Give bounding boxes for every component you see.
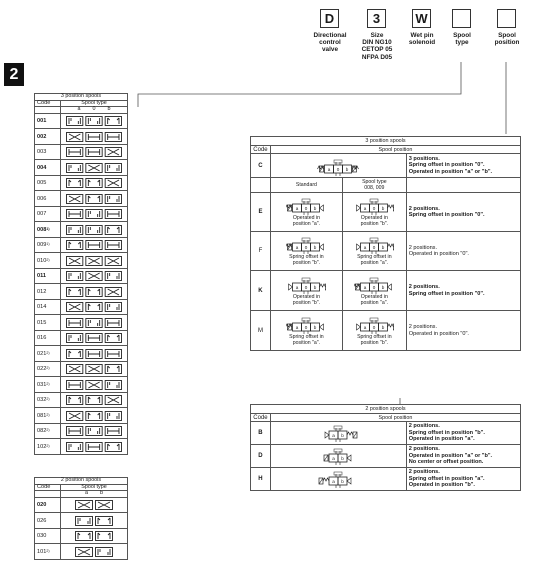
spool-code-text: 015 — [37, 319, 47, 326]
spool-code-text: 005 — [37, 180, 47, 187]
position-labels: a 0 b — [61, 107, 128, 114]
footnote-mark: 1) — [46, 226, 50, 231]
valve-symbol-cell — [270, 154, 406, 178]
spool-type-symbol — [61, 330, 128, 346]
spool-row — [35, 528, 128, 544]
spool-code-text: 081 — [37, 412, 47, 419]
standard-symbol-cell: a 0 b Spring offset in position "a". — [270, 311, 342, 351]
symbol-part — [388, 244, 394, 247]
symbol-part: a — [364, 205, 367, 211]
spool-code — [35, 268, 61, 284]
spool-row — [35, 361, 128, 377]
spool-code-text: 021 — [37, 350, 47, 357]
spool-row — [35, 377, 128, 393]
footnote-mark: 2) — [46, 412, 50, 417]
spool-type-symbol — [61, 377, 128, 393]
symbol-part — [370, 278, 378, 281]
symbol-part: 0 — [305, 324, 308, 330]
symbol-part — [370, 238, 378, 241]
valve-symbol — [286, 316, 326, 334]
spool-code-text: 102 — [37, 443, 47, 450]
valve-symbol — [286, 197, 326, 215]
footnote-mark: 2) — [46, 428, 50, 433]
spool-symbol — [74, 499, 114, 511]
symbol-part: 0 — [305, 284, 308, 290]
spool-type-symbol — [61, 346, 128, 362]
spool-type-symbol — [61, 423, 128, 439]
symbol-part: a — [296, 324, 299, 330]
spool-row — [35, 129, 128, 145]
symbol-part — [320, 244, 324, 250]
spool-type-symbol — [61, 268, 128, 284]
symbol-part — [354, 284, 360, 287]
spool-code-text: 101 — [37, 548, 47, 555]
standard-symbol-cell: a 0 b Operated in position "a". — [270, 193, 342, 232]
three-position-spool-position-table — [250, 136, 521, 351]
spool-type-symbol — [61, 206, 128, 222]
spool-symbol — [65, 394, 123, 406]
symbol-part: 0 — [373, 244, 376, 250]
table-caption: 3 position spools — [35, 94, 128, 101]
symbol-part: a — [332, 478, 336, 484]
spool-code — [35, 284, 61, 300]
symbol-part — [286, 205, 292, 208]
symbol-part — [357, 205, 361, 211]
table-caption: 3 position spools — [251, 137, 521, 146]
symbol-part: a — [332, 455, 336, 461]
spool-symbol — [65, 193, 123, 205]
table-caption: 2 position spools — [35, 478, 128, 485]
spool-code — [35, 330, 61, 346]
symbol-part: a — [364, 244, 367, 250]
spool-code — [35, 299, 61, 315]
footnote-mark: 2) — [46, 257, 50, 262]
symbol-part: b — [341, 432, 345, 438]
sub-header-spool-type: Spool type 008, 009 — [342, 178, 406, 193]
code-label-design: Directional control valve — [313, 32, 347, 54]
symbol-part: a — [296, 284, 299, 290]
spool-row — [35, 408, 128, 424]
spool-row — [35, 513, 128, 529]
spool-row — [35, 439, 128, 455]
symbol-part — [388, 205, 394, 208]
spool-type-symbol — [61, 439, 128, 455]
spool-row — [35, 284, 128, 300]
valve-symbol — [315, 447, 361, 465]
code-label-solenoid: Wet pin solenoid — [408, 32, 436, 47]
spool-code — [35, 253, 61, 269]
symbol-part — [302, 199, 310, 202]
spool-code — [35, 377, 61, 393]
position-code: F — [251, 232, 271, 271]
spool-symbol — [65, 317, 123, 329]
spool-code-text: 012 — [37, 288, 47, 295]
col-header-code: Code — [35, 484, 61, 491]
standard-symbol-cell: a 0 b Spring offset in position "b". — [270, 232, 342, 271]
symbol-part: a — [364, 324, 367, 330]
spool-symbol — [65, 255, 123, 267]
spool-code-text: 016 — [37, 335, 47, 342]
spool-type-symbol — [61, 237, 128, 253]
alt-symbol-cell: a 0 b Operated in position "b". — [342, 193, 406, 232]
spool-code-text: 004 — [37, 164, 47, 171]
spool-row — [35, 237, 128, 253]
spool-code — [35, 113, 61, 129]
section-number: 2 — [4, 63, 24, 86]
spool-code — [35, 423, 61, 439]
spool-symbol — [74, 515, 114, 527]
spool-code-text: 020 — [37, 502, 47, 509]
alt-symbol-cell: a 0 b Operated in position "a". — [342, 271, 406, 311]
symbol-part: b — [382, 244, 385, 250]
sub-header-standard: Standard — [270, 178, 342, 193]
spool-type-symbol — [61, 299, 128, 315]
spool-code — [35, 361, 61, 377]
symbol-part — [320, 205, 324, 211]
spool-type-symbol — [61, 191, 128, 207]
spool-code-text: 032 — [37, 397, 47, 404]
valve-symbol — [354, 197, 394, 215]
position-code: B — [251, 422, 271, 445]
spool-code-text: 006 — [37, 195, 47, 202]
spool-type-symbol — [61, 408, 128, 424]
code-box-spool-type — [452, 9, 471, 28]
spool-row — [35, 160, 128, 176]
symbol-part — [286, 244, 292, 247]
position-description: 2 positions. Operated in position "0". — [406, 232, 520, 271]
spool-code — [35, 237, 61, 253]
spool-code — [35, 129, 61, 145]
spool-code — [35, 315, 61, 331]
symbol-part: 0 — [373, 284, 376, 290]
spool-row — [35, 392, 128, 408]
symbol-part: a — [296, 244, 299, 250]
spool-symbol — [65, 348, 123, 360]
spool-code-text: 009 — [37, 242, 47, 249]
code-box-spool-position — [497, 9, 516, 28]
spool-symbol — [65, 162, 123, 174]
position-description: 2 positions. Spring offset in position "0". — [406, 193, 520, 232]
footnote-mark: 2) — [46, 548, 50, 553]
spool-type-symbol — [61, 253, 128, 269]
symbol-part — [353, 432, 357, 438]
spool-row — [35, 315, 128, 331]
symbol-part: b — [382, 205, 385, 211]
valve-symbol — [354, 236, 394, 254]
spool-symbol — [74, 546, 114, 558]
spool-code — [35, 191, 61, 207]
spool-code-text: 001 — [37, 118, 47, 125]
spool-type-symbol — [61, 497, 128, 513]
position-code: E — [251, 193, 271, 232]
spool-symbol — [65, 131, 123, 143]
symbol-part — [370, 199, 378, 202]
col-header-code: Code — [251, 414, 271, 422]
valve-symbol — [286, 236, 326, 254]
symbol-part: 0 — [337, 166, 340, 172]
symbol-part — [347, 432, 353, 435]
spool-code — [35, 439, 61, 455]
col-header-spool-position: Spool position — [270, 146, 520, 154]
spool-code — [35, 346, 61, 362]
spool-code — [35, 408, 61, 424]
symbol-part — [334, 449, 342, 452]
spool-symbol — [74, 530, 114, 542]
col-header-code: Code — [251, 146, 271, 154]
symbol-part: a — [328, 166, 331, 172]
valve-symbol — [315, 424, 361, 442]
valve-symbol-cell — [270, 445, 406, 468]
spool-row — [35, 346, 128, 362]
spool-type-symbol — [61, 315, 128, 331]
spool-row — [35, 175, 128, 191]
position-code: D — [251, 445, 271, 468]
symbol-part — [289, 284, 293, 290]
spool-symbol — [65, 410, 123, 422]
symbol-part: 0 — [305, 244, 308, 250]
valve-symbol — [315, 470, 361, 488]
col-header-code: Code — [35, 100, 61, 107]
spool-symbol — [65, 208, 123, 220]
symbol-part: b — [314, 205, 317, 211]
symbol-part — [319, 478, 323, 484]
spool-type-symbol — [61, 544, 128, 560]
two-position-spool-position-table — [250, 404, 521, 491]
valve-symbol — [306, 156, 370, 176]
table-caption: 2 position spools — [251, 405, 521, 414]
spool-row — [35, 268, 128, 284]
symbol-part: 0 — [373, 324, 376, 330]
spool-row — [35, 113, 128, 129]
spool-symbol — [65, 224, 123, 236]
symbol-part — [320, 324, 324, 330]
spool-code — [35, 392, 61, 408]
footnote-mark: 1) — [46, 242, 50, 247]
spool-type-symbol — [61, 175, 128, 191]
spool-code-text: 007 — [37, 211, 47, 218]
spool-code — [35, 175, 61, 191]
symbol-part — [347, 455, 351, 461]
valve-symbol — [286, 276, 326, 294]
symbol-part — [370, 318, 378, 321]
valve-symbol-cell — [270, 468, 406, 491]
spool-code — [35, 222, 61, 238]
position-description: 2 positions. Operated in position "a" or "b". No center or offset position. — [406, 445, 520, 468]
spool-code-text: 026 — [37, 517, 47, 524]
code-label-spool-position: Spool position — [494, 32, 520, 47]
footnote-mark: 2) — [46, 443, 50, 448]
spool-row — [35, 191, 128, 207]
spool-type-symbol — [61, 528, 128, 544]
spool-symbol — [65, 286, 123, 298]
symbol-part: b — [382, 284, 385, 290]
code-box-design: D — [320, 9, 339, 28]
symbol-part: b — [382, 324, 385, 330]
symbol-part — [325, 432, 329, 438]
spool-symbol — [65, 425, 123, 437]
symbol-part — [318, 166, 324, 169]
spool-type-symbol — [61, 361, 128, 377]
spool-symbol — [65, 379, 123, 391]
footnote-mark: 2) — [46, 350, 50, 355]
spool-symbol — [65, 239, 123, 251]
spool-type-symbol — [61, 144, 128, 160]
spool-type-symbol — [61, 222, 128, 238]
symbol-part: 0 — [373, 205, 376, 211]
spool-row — [35, 497, 128, 513]
symbol-part — [302, 278, 310, 281]
symbol-part: b — [314, 284, 317, 290]
spool-code-text: 031 — [37, 381, 47, 388]
symbol-part: 0 — [305, 205, 308, 211]
spool-symbol — [65, 363, 123, 375]
spool-code-text: 010 — [37, 257, 47, 264]
symbol-part — [357, 324, 361, 330]
col-header-spool-type: Spool type — [61, 484, 128, 491]
spool-code-text: 014 — [37, 304, 47, 311]
symbol-part — [302, 238, 310, 241]
spool-code — [35, 544, 61, 560]
symbol-part — [286, 324, 292, 327]
symbol-part — [388, 284, 392, 290]
standard-symbol-cell: a 0 b Operated in position "b". — [270, 271, 342, 311]
alt-symbol-cell: a 0 b Spring offset in position "a". — [342, 232, 406, 271]
footnote-mark: 2) — [46, 366, 50, 371]
symbol-part: a — [296, 205, 299, 211]
position-description: 2 positions. Spring offset in position "b". Operated in position "a". — [406, 422, 520, 445]
code-label-size: Size DIN NG10 CETOP 05 NFPA D05 — [361, 32, 393, 61]
spool-symbol — [65, 332, 123, 344]
position-code: H — [251, 468, 271, 491]
spool-row — [35, 423, 128, 439]
symbol-part — [334, 472, 342, 475]
spool-code — [35, 144, 61, 160]
footnote-mark: 2) — [46, 397, 50, 402]
symbol-part — [388, 324, 394, 327]
spool-code — [35, 497, 61, 513]
symbol-part: b — [341, 455, 345, 461]
spool-type-symbol — [61, 113, 128, 129]
symbol-part — [357, 244, 361, 250]
symbol-part: a — [332, 432, 336, 438]
symbol-part — [323, 478, 329, 481]
symbol-part — [302, 318, 310, 321]
code-box-size: 3 — [367, 9, 386, 28]
spool-symbol — [65, 177, 123, 189]
spool-symbol — [65, 115, 123, 127]
position-description: 3 positions. Spring offset in position "0". Operated in position "a" or "b". — [406, 154, 520, 178]
spool-code-text: 003 — [37, 149, 47, 156]
position-labels: a b — [61, 491, 128, 498]
spool-row — [35, 222, 128, 238]
symbol-part — [347, 478, 351, 484]
position-code: M — [251, 311, 271, 351]
position-description: 2 positions. Spring offset in position "0". — [406, 271, 520, 311]
spool-code — [35, 160, 61, 176]
symbol-part: b — [314, 244, 317, 250]
symbol-part: b — [314, 324, 317, 330]
spool-type-symbol — [61, 513, 128, 529]
position-description: 2 positions. Operated in position "0". — [406, 311, 520, 351]
symbol-part: b — [341, 478, 345, 484]
spool-type-symbol — [61, 392, 128, 408]
alt-symbol-cell: a 0 b Spring offset in position "b". — [342, 311, 406, 351]
spool-code-text: 011 — [37, 273, 47, 280]
spool-code — [35, 528, 61, 544]
symbol-part — [324, 455, 328, 461]
two-position-spool-table — [34, 477, 128, 560]
symbol-part: b — [346, 166, 349, 172]
symbol-part — [320, 284, 326, 287]
position-code: C — [251, 154, 271, 178]
symbol-part: a — [364, 284, 367, 290]
spool-row — [35, 330, 128, 346]
symbol-part — [334, 160, 342, 163]
spool-code — [35, 513, 61, 529]
spool-row — [35, 253, 128, 269]
footnote-mark: 2) — [46, 381, 50, 386]
spool-code — [35, 206, 61, 222]
spool-symbol — [65, 301, 123, 313]
valve-symbol — [354, 316, 394, 334]
symbol-part — [334, 426, 342, 429]
spool-row — [35, 544, 128, 560]
spool-type-symbol — [61, 129, 128, 145]
valve-symbol — [354, 276, 394, 294]
spool-code-text: 008 — [37, 226, 47, 233]
valve-symbol-cell — [270, 422, 406, 445]
spool-type-symbol — [61, 160, 128, 176]
spool-code-text: 022 — [37, 366, 47, 373]
spool-symbol — [65, 270, 123, 282]
spool-row — [35, 299, 128, 315]
code-box-solenoid: W — [412, 9, 431, 28]
code-label-spool-type: Spool type — [453, 32, 471, 47]
col-header-spool-position: Spool position — [270, 414, 520, 422]
spool-symbol — [65, 441, 123, 453]
three-position-spool-table — [34, 93, 128, 455]
position-code: K — [251, 271, 271, 311]
spool-code-text: 002 — [37, 133, 47, 140]
position-description: 2 positions. Spring offset in position "a". Operated in position "b". — [406, 468, 520, 491]
spool-type-symbol — [61, 284, 128, 300]
col-header-spool-type: Spool type — [61, 100, 128, 107]
spool-row — [35, 144, 128, 160]
spool-row — [35, 206, 128, 222]
spool-symbol — [65, 146, 123, 158]
spool-code-text: 082 — [37, 428, 47, 435]
spool-code-text: 030 — [37, 533, 47, 540]
